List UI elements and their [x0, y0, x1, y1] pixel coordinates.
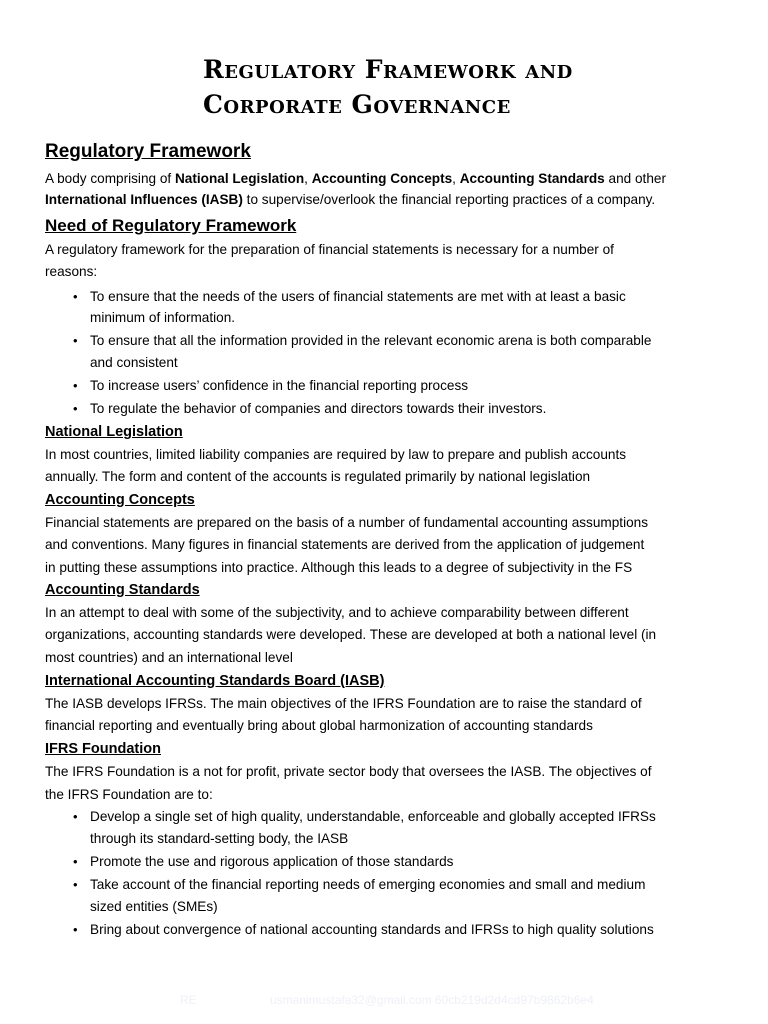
bold-term: International Influences (IASB)	[45, 192, 243, 207]
bullet-text: Develop a single set of high quality, understandable, enforceable and globally accepted IFRSs	[90, 809, 656, 824]
bullet-text: To regulate the behavior of companies and directors towards their investors.	[90, 401, 547, 416]
paragraph-line: In most countries, limited liability companies are required by law to prepare and publish accounts	[45, 447, 627, 462]
heading-regulatory-framework: Regulatory Framework	[45, 141, 251, 162]
paragraph-line: In an attempt to deal with some of the subjectivity, and to achieve comparability between different	[45, 605, 629, 620]
heading-accounting-standards: Accounting Standards	[45, 582, 200, 598]
text: ,	[304, 171, 312, 186]
bullet-icon: •	[73, 401, 78, 416]
bullet-text: sized entities (SMEs)	[90, 899, 218, 914]
bullet-icon: •	[73, 333, 78, 348]
paragraph-line: organizations, accounting standards were developed. These are developed at both a national level (in	[45, 627, 657, 642]
bold-term: Accounting Concepts	[311, 171, 453, 186]
text: and other	[604, 171, 666, 186]
bullet-text: To ensure that all the information provided in the relevant economic arena is both comparable	[90, 333, 652, 348]
bullet-text: To increase users’ confidence in the financial reporting process	[90, 378, 469, 393]
paragraph-line: reasons:	[45, 264, 98, 279]
bullet-icon: •	[73, 289, 78, 304]
bullet-text: Take account of the financial reporting needs of emerging economies and small and medium	[90, 877, 646, 892]
document-title-line-2: Corporate Governance	[203, 90, 511, 119]
heading-accounting-concepts: Accounting Concepts	[45, 492, 195, 508]
bullet-text: minimum of information.	[90, 310, 236, 325]
paragraph-line: annually. The form and content of the accounts is regulated primarily by national legislation	[45, 469, 591, 484]
bullet-icon: •	[73, 378, 78, 393]
document-title-line-1: Regulatory Framework and	[203, 55, 573, 84]
watermark-logo: RE	[180, 993, 197, 1007]
heading-ifrs-foundation: IFRS Foundation	[45, 741, 161, 757]
bullet-icon: •	[73, 854, 78, 869]
paragraph-line: The IFRS Foundation is a not for profit, private sector body that oversees the IASB. The objectives of	[45, 764, 652, 779]
bullet-text: To ensure that the needs of the users of financial statements are met with at least a basic	[90, 289, 626, 304]
bold-term: Accounting Standards	[459, 171, 605, 186]
heading-national-legislation: National Legislation	[45, 424, 183, 440]
text: to supervise/overlook the financial reporting practices of a company.	[242, 192, 656, 207]
paragraph-line	[45, 190, 655, 210]
bullet-icon: •	[73, 809, 78, 824]
text: A body comprising of	[45, 171, 175, 186]
watermark-text: usmanimustafa32@gmail.com 60cb219d2d4cd97b9862b6e4	[270, 993, 594, 1007]
bullet-text: Promote the use and rigorous application of those standards	[90, 854, 454, 869]
paragraph-line: Financial statements are prepared on the basis of a number of fundamental accounting assumptions	[45, 515, 649, 530]
bullet-icon: •	[73, 922, 78, 937]
bullet-icon: •	[73, 877, 78, 892]
bullet-text: Bring about convergence of national accounting standards and IFRSs to high quality solutions	[90, 922, 654, 937]
text: ,	[452, 171, 460, 186]
paragraph-line	[45, 169, 666, 189]
paragraph-line: in putting these assumptions into practice. Although this leads to a degree of subjectivity in the FS	[45, 560, 633, 575]
heading-iasb: International Accounting Standards Board (IASB)	[45, 673, 385, 689]
paragraph-line: most countries) and an international level	[45, 650, 293, 665]
paragraph-line: The IASB develops IFRSs. The main objectives of the IFRS Foundation are to raise the standard of	[45, 696, 642, 711]
paragraph-line: the IFRS Foundation are to:	[45, 787, 213, 802]
paragraph-line: financial reporting and eventually bring about global harmonization of accounting standards	[45, 718, 593, 733]
bullet-text: through its standard-setting body, the IASB	[90, 831, 349, 846]
bold-term: National Legislation	[174, 171, 305, 186]
heading-need-of-regulatory-framework: Need of Regulatory Framework	[45, 216, 297, 235]
bullet-text: and consistent	[90, 355, 178, 370]
paragraph-line: and conventions. Many figures in financial statements are derived from the application of judgement	[45, 537, 645, 552]
paragraph-line: A regulatory framework for the preparation of financial statements is necessary for a number of	[45, 242, 614, 257]
